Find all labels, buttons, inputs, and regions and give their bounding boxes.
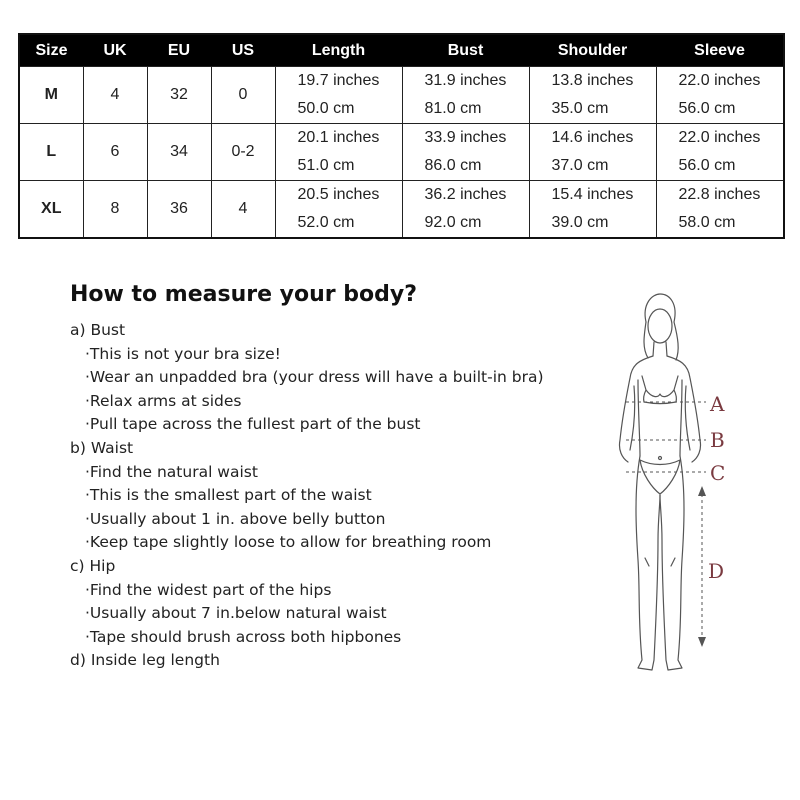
section-heading-waist: b) Waist <box>70 438 134 457</box>
bust-cell <box>402 67 529 124</box>
length-cm: 51.0 cm <box>297 157 355 174</box>
size-label: M <box>19 67 83 124</box>
sleeve-cell <box>656 181 784 239</box>
shoulder-cm: 37.0 cm <box>551 157 609 174</box>
eu-size: 34 <box>147 124 211 181</box>
bust-cm: 92.0 cm <box>424 214 482 231</box>
size-label: XL <box>19 181 83 239</box>
bust-inches: 31.9 inches <box>424 72 507 89</box>
us-size: 0-2 <box>211 124 275 181</box>
header-size: Size <box>19 34 83 67</box>
eu-size: 32 <box>147 67 211 124</box>
arrow-down-icon <box>698 637 706 647</box>
letter-a: A <box>710 392 725 416</box>
guide-bullet: ·Pull tape across the fullest part of the bust <box>85 415 421 434</box>
sleeve-inches: 22.8 inches <box>678 186 761 203</box>
guide-bullet: ·Usually about 1 in. above belly button <box>85 509 386 528</box>
header-sleeve: Sleeve <box>656 34 784 67</box>
size-chart-table <box>18 33 785 239</box>
guide-title: How to measure your body? <box>70 282 418 307</box>
length-inches: 19.7 inches <box>297 72 380 89</box>
header-shoulder: Shoulder <box>529 34 656 67</box>
us-size: 4 <box>211 181 275 239</box>
shoulder-cm: 39.0 cm <box>551 214 609 231</box>
section-heading-inside-leg: d) Inside leg length <box>70 651 220 670</box>
guide-bullet: ·Keep tape slightly loose to allow for breathing room <box>85 533 492 552</box>
bust-cell <box>402 181 529 239</box>
guide-bullet: ·This is the smallest part of the waist <box>85 486 372 505</box>
header-us: US <box>211 34 275 67</box>
measurement-guide <box>62 282 622 673</box>
section-heading-hip: c) Hip <box>70 556 116 575</box>
length-cell <box>275 67 402 124</box>
length-inches: 20.5 inches <box>297 186 380 203</box>
length-inches: 20.1 inches <box>297 129 380 146</box>
guide-bullet: ·Tape should brush across both hipbones <box>85 627 402 646</box>
table-row <box>19 67 784 124</box>
guide-bullet: ·Usually about 7 in.below natural waist <box>85 604 387 623</box>
table-header-row <box>19 34 784 67</box>
measure-lines <box>626 402 706 645</box>
guide-bullet: ·Find the widest part of the hips <box>85 580 332 599</box>
bust-cm: 86.0 cm <box>424 157 482 174</box>
body-measurement-figure <box>598 290 738 685</box>
size-label: L <box>19 124 83 181</box>
table-row <box>19 181 784 239</box>
header-eu: EU <box>147 34 211 67</box>
bust-inches: 33.9 inches <box>424 129 507 146</box>
header-uk: UK <box>83 34 147 67</box>
sleeve-inches: 22.0 inches <box>678 72 761 89</box>
letter-d: D <box>708 559 725 583</box>
bust-cell <box>402 124 529 181</box>
body-outline <box>619 294 700 670</box>
uk-size: 4 <box>83 67 147 124</box>
guide-bullet: ·Find the natural waist <box>85 462 258 481</box>
sleeve-cm: 56.0 cm <box>678 157 736 174</box>
guide-bullet: ·Relax arms at sides <box>85 391 242 410</box>
header-length: Length <box>275 34 402 67</box>
uk-size: 6 <box>83 124 147 181</box>
us-size: 0 <box>211 67 275 124</box>
guide-bullet: ·This is not your bra size! <box>85 344 281 363</box>
shoulder-inches: 15.4 inches <box>551 186 634 203</box>
measure-letters <box>708 392 725 583</box>
length-cm: 52.0 cm <box>297 214 355 231</box>
uk-size: 8 <box>83 181 147 239</box>
section-heading-bust: a) Bust <box>70 321 126 339</box>
shoulder-cell <box>529 67 656 124</box>
sleeve-cm: 56.0 cm <box>678 100 736 117</box>
letter-b: B <box>710 428 725 452</box>
sleeve-cell <box>656 124 784 181</box>
bust-cm: 81.0 cm <box>424 100 482 117</box>
shoulder-cell <box>529 124 656 181</box>
sleeve-cm: 58.0 cm <box>678 214 736 231</box>
shoulder-cm: 35.0 cm <box>551 100 609 117</box>
header-bust: Bust <box>402 34 529 67</box>
table-row <box>19 124 784 181</box>
length-cm: 50.0 cm <box>297 100 355 117</box>
length-cell <box>275 124 402 181</box>
letter-c: C <box>710 461 726 485</box>
eu-size: 36 <box>147 181 211 239</box>
arrow-up-icon <box>698 486 706 496</box>
shoulder-inches: 14.6 inches <box>551 129 634 146</box>
bust-inches: 36.2 inches <box>424 186 507 203</box>
length-cell <box>275 181 402 239</box>
shoulder-cell <box>529 181 656 239</box>
guide-bullet: ·Wear an unpadded bra (your dress will have a built-in bra) <box>85 368 544 387</box>
shoulder-inches: 13.8 inches <box>551 72 634 89</box>
sleeve-inches: 22.0 inches <box>678 129 761 146</box>
sleeve-cell <box>656 67 784 124</box>
